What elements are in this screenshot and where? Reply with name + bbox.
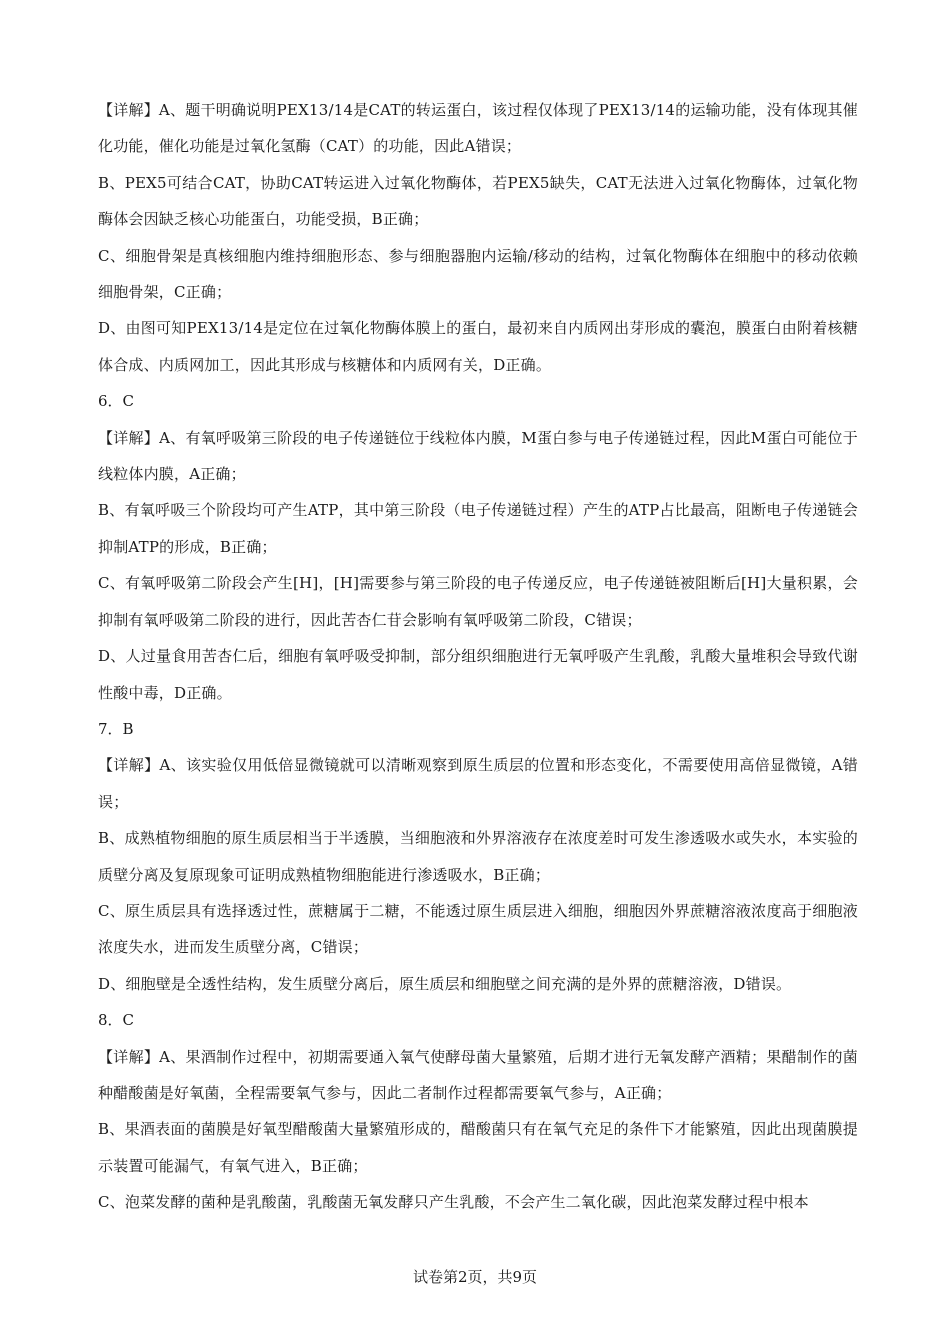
answer-6: 6．C [98, 392, 135, 411]
explanation-7-d: D、细胞壁是全透性结构，发生质壁分离后，原生质层和细胞壁之间充满的是外界的蔗糖溶液，D错误。 [98, 974, 792, 993]
explanation-6-a: 【详解】A、有氧呼吸第三阶段的电子传递链位于线粒体内膜，M蛋白参与电子传递链过程，因此M蛋白可能位于线粒体内膜，A正确； [98, 428, 858, 484]
explanation-6-c: C、有氧呼吸第二阶段会产生[H]，[H]需要参与第三阶段的电子传递反应，电子传递链被阻断后[H]大量积累，会抑制有氧呼吸第二阶段的进行，因此苦杏仁苷会影响有氧呼吸第二阶段，C错误； [98, 574, 858, 629]
explanation-8-a: 【详解】A、果酒制作过程中，初期需要通入氧气使酵母菌大量繁殖，后期才进行无氧发酵产酒精；果醋制作的菌种醋酸菌是好氧菌，全程需要氧气参与，因此二者制作过程都需要氧气参与，A正确； [98, 1047, 858, 1102]
explanation-6-d: D、人过量食用苦杏仁后，细胞有氧呼吸受抑制，部分组织细胞进行无氧呼吸产生乳酸，乳酸大量堆积会导致代谢性酸中毒，D正确。 [98, 647, 858, 702]
answer-8: 8．C [98, 1011, 135, 1030]
document-body [98, 92, 858, 1221]
explanation-5-c: C、细胞骨架是真核细胞内维持细胞形态、参与细胞器胞内运输/移动的结构，过氧化物酶体在细胞中的移动依赖细胞骨架，C正确； [98, 246, 858, 302]
explanation-8-c: C、泡菜发酵的菌种是乳酸菌，乳酸菌无氧发酵只产生乳酸，不会产生二氧化碳，因此泡菜发酵过程中根本 [98, 1193, 809, 1212]
explanation-5-d: D、由图可知PEX13/14是定位在过氧化物酶体膜上的蛋白，最初来自内质网出芽形成的囊泡，膜蛋白由附着核糖体合成、内质网加工，因此其形成与核糖体和内质网有关，D正确。 [98, 319, 858, 374]
explanation-7-b: B、成熟植物细胞的原生质层相当于半透膜，当细胞液和外界溶液存在浓度差时可发生渗透吸水或失水，本实验的质壁分离及复原现象可证明成熟植物细胞能进行渗透吸水，B正确； [98, 829, 858, 884]
explanation-7-c: C、原生质层具有选择透过性，蔗糖属于二糖，不能透过原生质层进入细胞，细胞因外界蔗糖溶液浓度高于细胞液浓度失水，进而发生质壁分离，C错误； [98, 901, 858, 957]
explanation-6-b: B、有氧呼吸三个阶段均可产生ATP，其中第三阶段（电子传递链过程）产生的ATP占比最高，阻断电子传递链会抑制ATP的形成，B正确； [98, 501, 858, 556]
explanation-5-b: B、PEX5可结合CAT，协助CAT转运进入过氧化物酶体，若PEX5缺失，CAT无法进入过氧化物酶体，过氧化物酶体会因缺乏核心功能蛋白，功能受损，B正确； [98, 173, 858, 229]
explanation-7-a: 【详解】A、该实验仅用低倍显微镜就可以清晰观察到原生质层的位置和形态变化，不需要使用高倍显微镜，A错误； [98, 756, 858, 811]
explanation-8-b: B、果酒表面的菌膜是好氧型醋酸菌大量繁殖形成的，醋酸菌只有在氧气充足的条件下才能繁殖，因此出现菌膜提示装置可能漏气，有氧气进入，B正确； [98, 1120, 858, 1175]
explanation-5-a: 【详解】A、题干明确说明PEX13/14是CAT的转运蛋白，该过程仅体现了PEX13/14的运输功能，没有体现其催化功能，催化功能是过氧化氢酶（CAT）的功能，因此A错误； [98, 101, 858, 156]
answer-7: 7．B [98, 719, 134, 738]
page-footer: 试卷第2页，共9页 [412, 1268, 538, 1286]
